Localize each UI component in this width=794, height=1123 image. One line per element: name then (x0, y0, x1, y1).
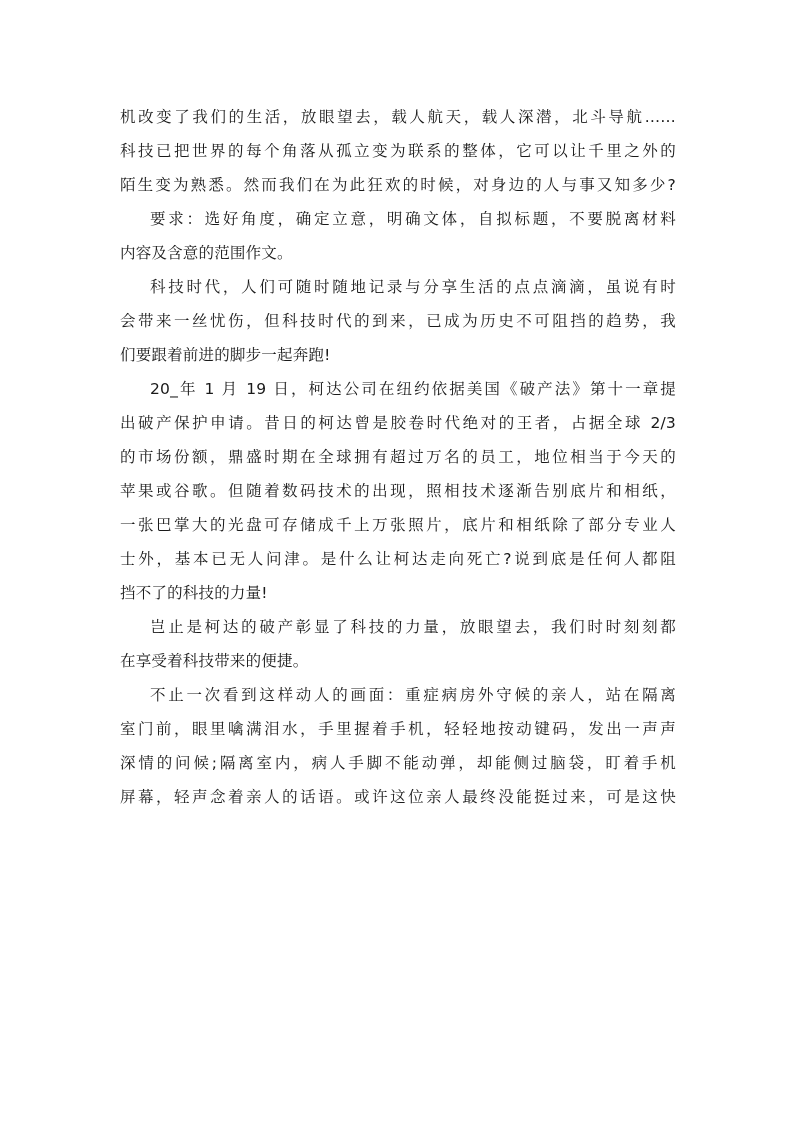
paragraph-3-line-1: 科技时代，人们可随时随地记录与分享生活的点点滴滴，虽说有时 (150, 278, 676, 296)
paragraph-4-line-1: 20_年 1 月 19 日，柯达公司在纽约依据美国《破产法》第十一章提 (150, 380, 676, 398)
paragraph-4-line-7: 挡不了的科技的力量! (120, 584, 268, 602)
document-page (120, 100, 676, 814)
paragraph-6-line-1: 不止一次看到这样动人的画面：重症病房外守候的亲人，站在隔离 (150, 686, 676, 704)
paragraph-1-line-2: 科技已把世界的每个角落从孤立变为联系的整体，它可以让千里之外的 (120, 142, 676, 160)
paragraph-1-line-3: 陌生变为熟悉。然而我们在为此狂欢的时候，对身边的人与事又知多少? (120, 176, 676, 194)
paragraph-4-line-5: 一张巴掌大的光盘可存储成千上万张照片，底片和相纸除了部分专业人 (120, 516, 676, 534)
paragraph-3-line-3: 们要跟着前进的脚步一起奔跑! (120, 346, 331, 364)
paragraph-6-line-4: 屏幕，轻声念着亲人的话语。或许这位亲人最终没能挺过来，可是这快 (120, 788, 676, 806)
paragraph-2-line-2: 内容及含意的范围作文。 (120, 244, 293, 262)
paragraph-5-line-1: 岂止是柯达的破产彰显了科技的力量，放眼望去，我们时时刻刻都 (150, 618, 676, 636)
paragraph-5-line-2: 在享受着科技带来的便捷。 (120, 652, 309, 670)
paragraph-4-line-4: 苹果或谷歌。但随着数码技术的出现，照相技术逐渐告别底片和相纸， (120, 482, 676, 500)
paragraph-6-line-3: 深情的问候;隔离室内，病人手脚不能动弹，却能侧过脑袋，盯着手机 (120, 754, 676, 772)
paragraph-1-line-1: 机改变了我们的生活，放眼望去，载人航天，载人深潜，北斗导航…… (120, 108, 676, 126)
paragraph-6-line-2: 室门前，眼里噙满泪水，手里握着手机，轻轻地按动键码，发出一声声 (120, 720, 676, 738)
paragraph-4-line-2: 出破产保护申请。昔日的柯达曾是胶卷时代绝对的王者，占据全球 2/3 (120, 414, 676, 432)
paragraph-4-line-6: 士外，基本已无人问津。是什么让柯达走向死亡?说到底是任何人都阻 (120, 550, 676, 568)
paragraph-3-line-2: 会带来一丝忧伤，但科技时代的到来，已成为历史不可阻挡的趋势，我 (120, 312, 676, 330)
paragraph-2-line-1: 要求：选好角度，确定立意，明确文体，自拟标题，不要脱离材料 (150, 210, 676, 228)
paragraph-4-line-3: 的市场份额，鼎盛时期在全球拥有超过万名的员工，地位相当于今天的 (120, 448, 676, 466)
